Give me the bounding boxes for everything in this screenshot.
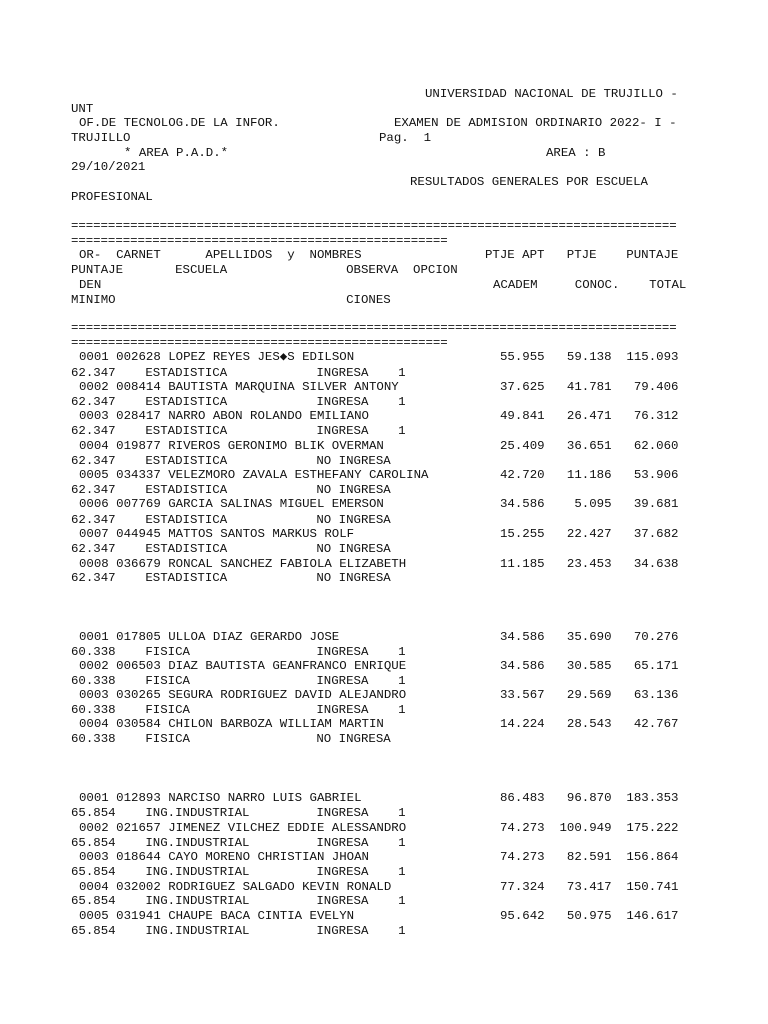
record-main: 0006 007769 GARCIA SALINAS MIGUEL EMERSON — [79, 497, 384, 511]
record-wrap: 62.347 ESTADISTICA INGRESA 1 — [71, 366, 406, 380]
record-scores: 11.185 23.453 34.638 — [500, 557, 679, 571]
record-main: 0004 019877 RIVEROS GERONIMO BLIK OVERMAN — [79, 439, 384, 453]
record-wrap: 60.338 FISICA INGRESA 1 — [71, 645, 406, 659]
record-scores: 74.273 100.949 175.222 — [500, 821, 679, 835]
page-number: Pag. 1 — [379, 131, 432, 145]
column-header-wrap: PUNTAJE ESCUELA OBSERVA OPCION — [71, 263, 458, 277]
record-main: 0001 017805 ULLOA DIAZ GERARDO JOSE — [79, 630, 340, 644]
record-main: 0007 044945 MATTOS SANTOS MARKUS ROLF — [79, 527, 355, 541]
record-main: 0001 012893 NARCISO NARRO LUIS GABRIEL — [79, 791, 362, 805]
record-main: 0002 006503 DIAZ BAUTISTA GEANFRANCO ENRIQUE — [79, 659, 407, 673]
record-main: 0005 031941 CHAUPE BACA CINTIA EVELYN — [79, 909, 355, 923]
record-wrap: 62.347 ESTADISTICA INGRESA 1 — [71, 395, 406, 409]
record-wrap: 62.347 ESTADISTICA NO INGRESA — [71, 571, 391, 585]
column-header-scores: PTJE APT PTJE PUNTAJE — [485, 248, 679, 262]
record-main: 0004 030584 CHILON BARBOZA WILLIAM MARTIN — [79, 717, 384, 731]
area-label: AREA : B — [546, 146, 606, 160]
divider-rule-wrap: =================================================== — [71, 336, 448, 350]
record-scores: 95.642 50.975 146.617 — [500, 909, 679, 923]
record-main: 0003 018644 CAYO MORENO CHRISTIAN JHOAN — [79, 850, 369, 864]
record-main: 0002 021657 JIMENEZ VILCHEZ EDDIE ALESSANDRO — [79, 821, 407, 835]
record-scores: 42.720 11.186 53.906 — [500, 468, 679, 482]
report-date: 29/10/2021 — [71, 160, 146, 174]
record-scores: 34.586 30.585 65.171 — [500, 659, 679, 673]
column-header-wrap-2: MINIMO CIONES — [71, 293, 391, 307]
record-wrap: 65.854 ING.INDUSTRIAL INGRESA 1 — [71, 865, 406, 879]
record-wrap: 65.854 ING.INDUSTRIAL INGRESA 1 — [71, 836, 406, 850]
divider-rule: ================================================================================== — [71, 321, 677, 335]
record-wrap: 65.854 ING.INDUSTRIAL INGRESA 1 — [71, 806, 406, 820]
column-header-left-2: DEN — [79, 278, 102, 292]
record-main: 0008 036679 RONCAL SANCHEZ FABIOLA ELIZABETH — [79, 557, 407, 571]
record-wrap: 62.347 ESTADISTICA NO INGRESA — [71, 483, 391, 497]
results-title: RESULTADOS GENERALES POR ESCUELA — [410, 175, 648, 189]
column-header-scores-2: ACADEM CONOC. TOTAL — [493, 278, 687, 292]
record-main: 0003 028417 NARRO ABON ROLANDO EMILIANO — [79, 409, 369, 423]
record-wrap: 65.854 ING.INDUSTRIAL INGRESA 1 — [71, 894, 406, 908]
record-scores: 25.409 36.651 62.060 — [500, 439, 679, 453]
record-wrap: 65.854 ING.INDUSTRIAL INGRESA 1 — [71, 924, 406, 938]
record-wrap: 62.347 ESTADISTICA NO INGRESA — [71, 542, 391, 556]
record-scores: 15.255 22.427 37.682 — [500, 527, 679, 541]
record-scores: 34.586 35.690 70.276 — [500, 630, 679, 644]
record-scores: 86.483 96.870 183.353 — [500, 791, 679, 805]
divider-rule-wrap: =================================================== — [71, 234, 448, 248]
record-scores: 77.324 73.417 150.741 — [500, 880, 679, 894]
record-wrap: 60.338 FISICA NO INGRESA — [71, 732, 391, 746]
record-wrap: 62.347 ESTADISTICA NO INGRESA — [71, 454, 391, 468]
record-scores: 37.625 41.781 79.406 — [500, 380, 679, 394]
record-main: 0002 008414 BAUTISTA MARQUINA SILVER ANTONY — [79, 380, 399, 394]
office-name: OF.DE TECNOLOG.DE LA INFOR. — [79, 116, 280, 130]
record-main: 0005 034337 VELEZMORO ZAVALA ESTHEFANY CAROLINA — [79, 468, 429, 482]
column-header-left: OR- CARNET APELLIDOS y NOMBRES — [79, 248, 362, 262]
record-wrap: 62.347 ESTADISTICA INGRESA 1 — [71, 424, 406, 438]
record-scores: 14.224 28.543 42.767 — [500, 717, 679, 731]
university-name-wrap: UNT — [71, 102, 94, 116]
record-scores: 55.955 59.138 115.093 — [500, 350, 679, 364]
record-scores: 49.841 26.471 76.312 — [500, 409, 679, 423]
record-wrap: 60.338 FISICA INGRESA 1 — [71, 674, 406, 688]
university-name: UNIVERSIDAD NACIONAL DE TRUJILLO - — [425, 87, 678, 101]
area-pad: * AREA P.A.D.* — [124, 146, 229, 160]
exam-title-wrap: TRUJILLO — [71, 131, 131, 145]
record-main: 0003 030265 SEGURA RODRIGUEZ DAVID ALEJANDRO — [79, 688, 407, 702]
record-wrap: 60.338 FISICA INGRESA 1 — [71, 703, 406, 717]
divider-rule: ================================================================================== — [71, 219, 677, 233]
record-wrap: 62.347 ESTADISTICA NO INGRESA — [71, 513, 391, 527]
record-main: 0001 002628 LOPEZ REYES JES◆S EDILSON — [79, 350, 355, 364]
results-title-wrap: PROFESIONAL — [71, 190, 153, 204]
exam-title: EXAMEN DE ADMISION ORDINARIO 2022- I - — [394, 116, 677, 130]
record-scores: 33.567 29.569 63.136 — [500, 688, 679, 702]
record-scores: 34.586 5.095 39.681 — [500, 497, 679, 511]
record-main: 0004 032002 RODRIGUEZ SALGADO KEVIN RONALD — [79, 880, 392, 894]
record-scores: 74.273 82.591 156.864 — [500, 850, 679, 864]
